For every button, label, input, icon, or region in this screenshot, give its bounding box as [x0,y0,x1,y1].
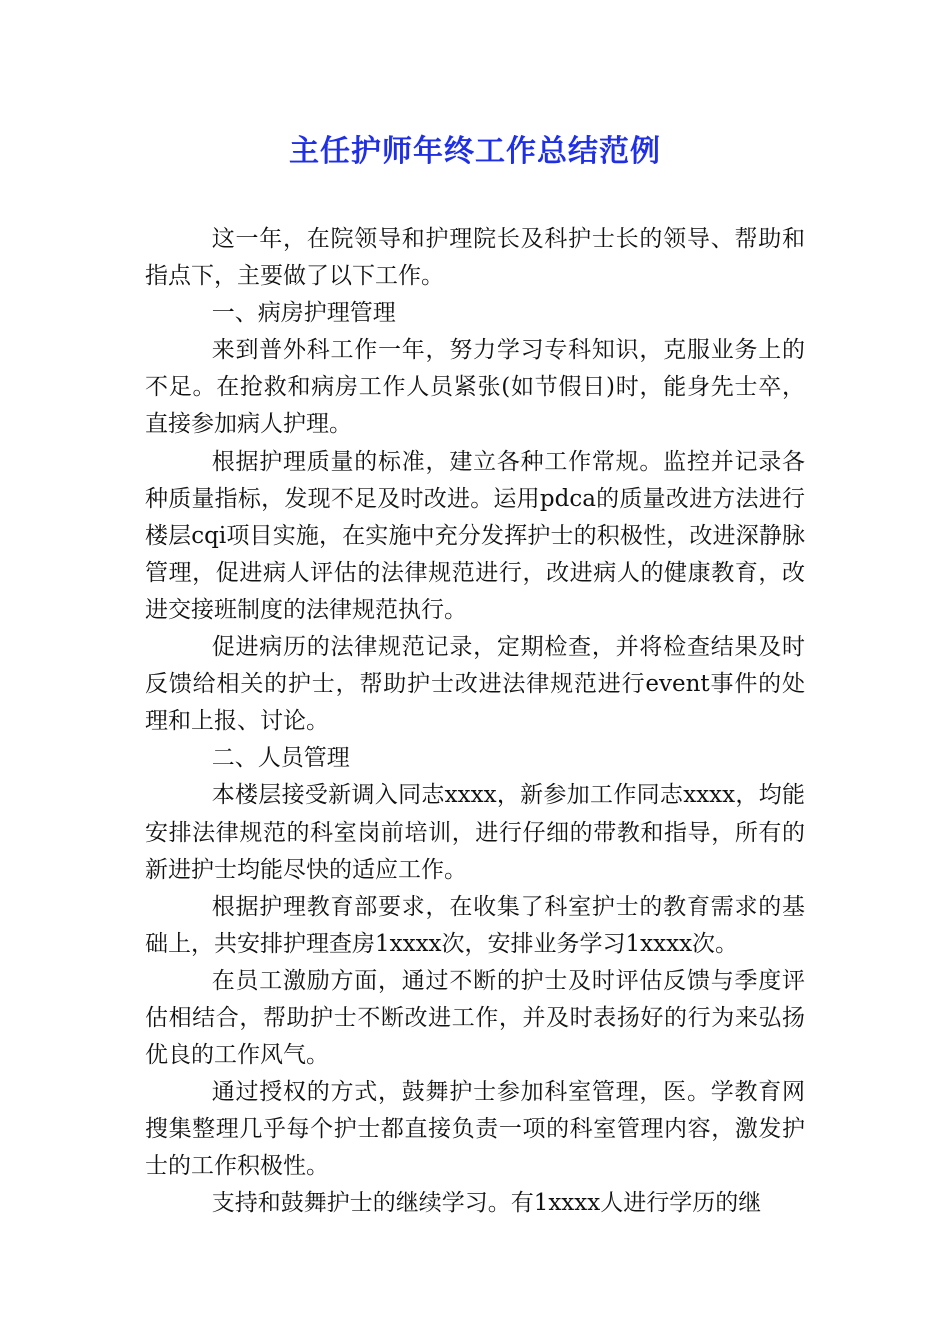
document-body [145,221,805,1223]
document-title: 主任护师年终工作总结范例 [289,134,661,169]
paragraph-staff-5: 支持和鼓舞护士的继续学习。有1xxxx人进行学历的继 [211,1190,762,1217]
paragraph-ward-3: 促进病历的法律规范记录，定期检查，并将检查结果及时反馈给相关的护士，帮助护士改进法律规范进行event事件的处理和上报、讨论。 [145,634,805,735]
paragraph-staff-2: 根据护理教育部要求，在收集了科室护士的教育需求的基础上，共安排护理查房1xxxx次，安排业务学习1xxxx次。 [145,893,805,957]
paragraph-ward-1: 来到普外科工作一年，努力学习专科知识，克服业务上的不足。在抢救和病房工作人员紧张(如节假日)时，能身先士卒，直接参加病人护理。 [145,337,805,438]
paragraph-staff-4: 通过授权的方式，鼓舞护士参加科室管理，医。学教育网搜集整理几乎每个护士都直接负责一项的科室管理内容，激发护士的工作积极性。 [145,1079,805,1180]
section-heading-ward-management: 一、病房护理管理 [211,300,396,327]
paragraph-staff-1: 本楼层接受新调入同志xxxx，新参加工作同志xxxx，均能安排法律规范的科室岗前培训，进行仔细的带教和指导，所有的新进护士均能尽快的适应工作。 [145,782,805,883]
paragraph-staff-3: 在员工激励方面，通过不断的护士及时评估反馈与季度评估相结合，帮助护士不断改进工作，并及时表扬好的行为来弘扬优良的工作风气。 [145,967,805,1069]
paragraph-intro: 这一年，在院领导和护理院长及科护士长的领导、帮助和指点下，主要做了以下工作。 [145,226,805,290]
section-heading-staff-management: 二、人员管理 [211,745,350,772]
paragraph-ward-2: 根据护理质量的标准，建立各种工作常规。监控并记录各种质量指标，发现不足及时改进。运用pdca的质量改进方法进行楼层cqi项目实施，在实施中充分发挥护士的积极性，改进深静脉管理，促进病人评估的法律规范进行，改进病人的健康教育，改进交接班制度的法律规范执行。 [145,448,805,623]
